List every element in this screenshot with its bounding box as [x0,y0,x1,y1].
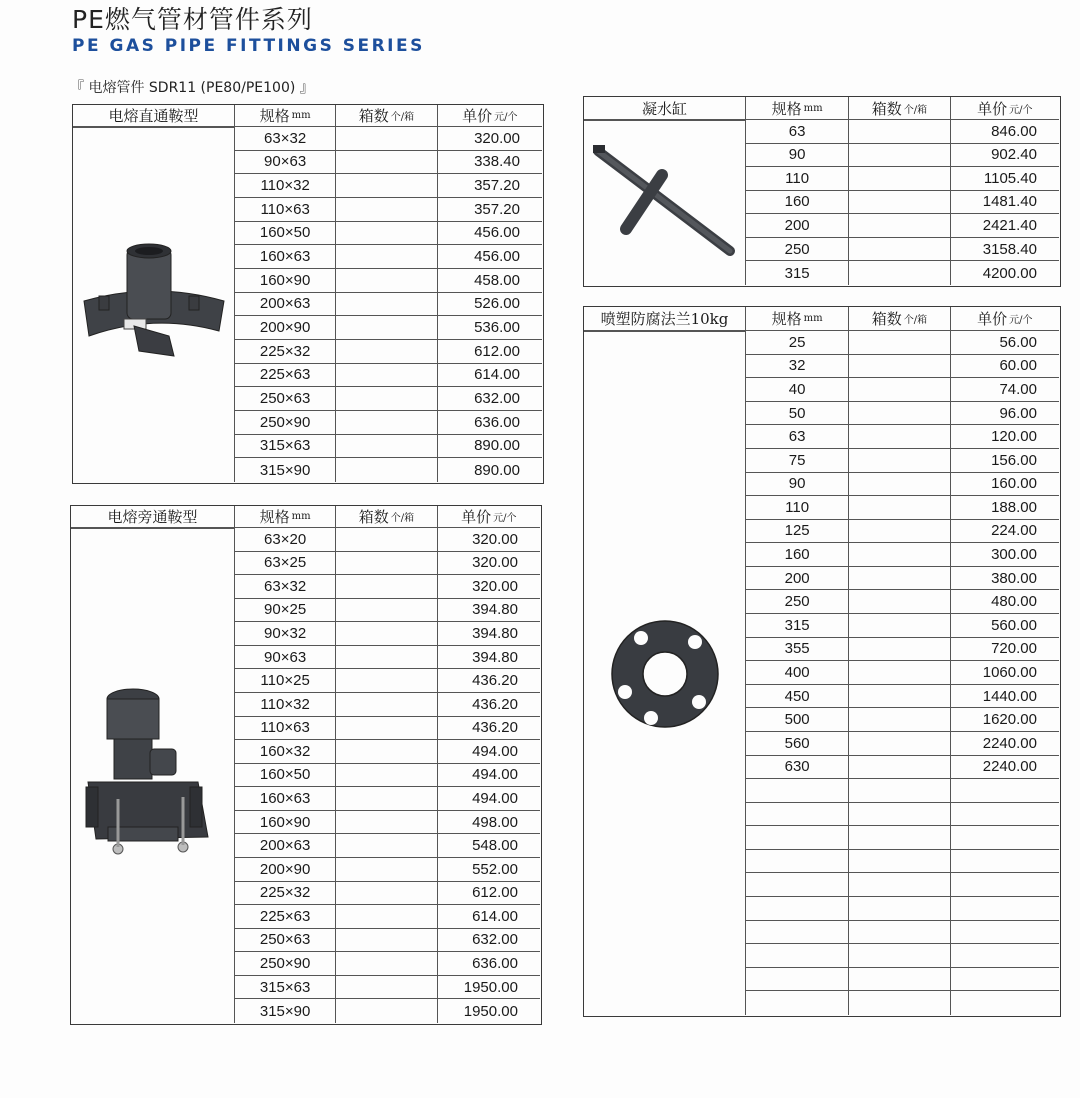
spec-cell: 160×90 [235,811,336,835]
qty-cell [849,661,950,685]
drain-cylinder-icon [590,139,740,269]
spec-cell: 90×32 [235,622,336,646]
qty-unit: 个/箱 [903,104,928,116]
spec-cell: 315 [746,614,849,638]
price-cell [951,991,1059,1015]
qty-cell [336,669,437,693]
price-cell: 436.20 [438,717,540,741]
price-cell: 120.00 [951,425,1059,449]
price-cell [951,897,1059,921]
price-cell: 2240.00 [951,756,1059,780]
price-cell: 380.00 [951,567,1059,591]
spec-cell: 125 [746,520,849,544]
price-cell: 560.00 [951,614,1059,638]
product-photo [584,120,746,285]
price-cell: 480.00 [951,590,1059,614]
price-cell: 436.20 [438,693,540,717]
spec-cell: 90×63 [235,646,336,670]
qty-cell [849,850,950,874]
qty-cell [849,355,950,379]
column-header-price [951,307,1059,331]
price-table [583,96,1061,287]
spec-cell: 315×63 [235,976,336,1000]
qty-cell [849,214,950,238]
spec-cell [746,850,849,874]
price-cell: 552.00 [438,858,540,882]
qty-cell [336,387,437,411]
price-cell [951,968,1059,992]
spec-cell: 110×25 [235,669,336,693]
qty-cell [336,293,437,317]
price-cell: 338.40 [438,151,542,175]
price-cell: 2240.00 [951,732,1059,756]
price-cell: 526.00 [438,293,542,317]
qty-cell [336,435,437,459]
price-cell [951,921,1059,945]
qty-cell [336,952,437,976]
qty-cell [849,638,950,662]
price-cell: 56.00 [951,331,1059,355]
price-cell: 4200.00 [982,264,1037,282]
qty-cell [849,803,950,827]
price-label: 单价 [977,99,1008,118]
spec-cell: 250×63 [235,929,336,953]
qty-label: 箱数 [871,99,902,118]
qty-cell [849,543,950,567]
spec-cell [746,921,849,945]
spec-cell: 315×90 [235,458,336,482]
spec-cell: 315 [746,261,849,285]
price-cell: 394.80 [438,646,540,670]
spec-cell: 32 [746,355,849,379]
price-cell [951,944,1059,968]
spec-cell: 63 [746,425,849,449]
price-cell: 614.00 [438,364,542,388]
spec-label: 规格 [259,107,290,125]
column-header-spec [235,506,336,528]
flange-icon [609,618,721,730]
qty-cell [336,787,437,811]
price-cell: 74.00 [951,378,1059,402]
qty-cell [336,411,437,435]
price-cell: 1440.00 [951,685,1059,709]
price-cell: 890.00 [474,461,520,479]
table-title: 凝水缸 [584,97,746,120]
price-cell [951,826,1059,850]
spec-cell: 110×32 [235,693,336,717]
price-cell: 320.00 [438,575,540,599]
price-cell: 632.00 [438,929,540,953]
qty-unit: 个/箱 [390,112,415,123]
price-label: 单价 [461,508,492,526]
saddle-tee-icon [79,241,229,371]
spec-cell: 250×90 [235,411,336,435]
spec-cell: 63×32 [235,127,336,151]
qty-cell [336,717,437,741]
qty-cell [336,693,437,717]
price-cell: 456.00 [438,245,542,269]
qty-label: 箱数 [358,508,389,526]
qty-cell [849,449,950,473]
qty-cell [336,222,437,246]
product-photo [73,127,235,482]
qty-cell [336,198,437,222]
spec-label: 规格 [771,99,802,118]
spec-cell [746,803,849,827]
price-cell: 614.00 [438,905,540,929]
spec-unit: mm [803,313,823,324]
price-cell: 1620.00 [951,708,1059,732]
price-cell: 636.00 [438,411,542,435]
table-title: 喷塑防腐法兰10kg [584,307,746,331]
spec-cell: 90 [746,473,849,497]
qty-cell [849,496,950,520]
qty-cell [849,402,950,426]
qty-cell [336,834,437,858]
price-cell [951,850,1059,874]
spec-unit: mm [291,511,311,522]
price-cell: 394.80 [438,622,540,646]
price-cell: 3158.40 [951,238,1059,262]
price-unit: 元/个 [1009,104,1033,116]
spec-cell: 315×63 [235,435,336,459]
price-cell: 612.00 [438,882,540,906]
spec-cell: 250 [746,238,849,262]
price-unit: 元/个 [1009,315,1033,326]
qty-cell [336,245,437,269]
spec-unit: mm [803,102,823,114]
spec-cell: 225×63 [235,905,336,929]
price-cell: 2421.40 [951,214,1059,238]
qty-cell [849,331,950,355]
spec-cell: 355 [746,638,849,662]
spec-cell [746,968,849,992]
spec-cell: 200×90 [235,858,336,882]
spec-cell: 40 [746,378,849,402]
qty-cell [336,458,437,482]
qty-label: 箱数 [358,107,389,125]
column-header-spec [235,105,336,127]
spec-cell: 200×90 [235,316,336,340]
product-photo [584,331,746,1015]
spec-cell: 630 [746,756,849,780]
spec-cell: 225×63 [235,364,336,388]
spec-cell: 250×63 [235,387,336,411]
price-unit: 元/个 [494,112,518,123]
spec-cell: 90×25 [235,599,336,623]
column-header-price [438,105,542,127]
qty-cell [849,991,950,1015]
qty-cell [336,858,437,882]
qty-cell [849,944,950,968]
qty-cell [849,120,950,144]
qty-cell [849,921,950,945]
spec-cell: 200 [746,567,849,591]
price-cell: 320.00 [438,552,540,576]
price-cell: 1105.40 [951,167,1059,191]
spec-cell: 63×20 [235,528,336,552]
price-label: 单价 [977,310,1008,328]
qty-cell [849,520,950,544]
column-header-price [951,97,1059,120]
qty-unit: 个/箱 [390,513,415,524]
table-title: 电熔直通鞍型 [73,105,235,127]
qty-cell [336,340,437,364]
qty-cell [336,127,437,151]
spec-cell: 90 [746,144,849,168]
price-cell: 636.00 [438,952,540,976]
qty-cell [849,167,950,191]
spec-cell: 200 [746,214,849,238]
qty-cell [336,905,437,929]
qty-cell [849,873,950,897]
price-cell: 494.00 [438,740,540,764]
price-cell: 494.00 [438,787,540,811]
qty-cell [336,151,437,175]
price-table [583,306,1061,1017]
qty-cell [849,473,950,497]
spec-cell: 110×63 [235,717,336,741]
spec-cell: 63×32 [235,575,336,599]
qty-cell [849,567,950,591]
spec-cell: 160×63 [235,787,336,811]
spec-cell [746,826,849,850]
spec-cell: 110 [746,167,849,191]
price-table [72,104,544,484]
price-cell: 357.20 [438,198,542,222]
price-cell: 1950.00 [438,976,540,1000]
spec-cell: 500 [746,708,849,732]
price-cell [951,873,1059,897]
qty-cell [336,646,437,670]
qty-cell [336,528,437,552]
table-title: 电熔旁通鞍型 [71,506,235,528]
product-photo [71,528,235,1023]
qty-cell [336,575,437,599]
spec-cell: 225×32 [235,882,336,906]
qty-cell [336,999,437,1023]
qty-cell [336,622,437,646]
spec-cell [746,991,849,1015]
price-cell: 96.00 [951,402,1059,426]
price-cell: 436.20 [438,669,540,693]
spec-cell [746,944,849,968]
spec-unit: mm [291,110,311,121]
qty-cell [336,599,437,623]
price-cell: 1950.00 [463,1002,518,1020]
price-cell: 320.00 [438,127,542,151]
spec-cell: 450 [746,685,849,709]
qty-cell [336,364,437,388]
qty-cell [336,316,437,340]
qty-cell [849,685,950,709]
qty-cell [849,238,950,262]
qty-cell [849,732,950,756]
price-cell [951,779,1059,803]
spec-cell: 160×63 [235,245,336,269]
qty-cell [849,191,950,215]
price-cell: 160.00 [951,473,1059,497]
spec-cell: 63×25 [235,552,336,576]
price-cell: 548.00 [438,834,540,858]
spec-cell: 200×63 [235,293,336,317]
spec-cell: 250×90 [235,952,336,976]
spec-cell: 200×63 [235,834,336,858]
price-cell: 536.00 [438,316,542,340]
qty-cell [849,897,950,921]
qty-cell [849,261,950,285]
qty-cell [849,425,950,449]
price-cell: 156.00 [951,449,1059,473]
spec-cell: 315×90 [235,999,336,1023]
spec-cell: 160×50 [235,764,336,788]
spec-label: 规格 [771,310,802,328]
spec-cell: 75 [746,449,849,473]
price-cell: 320.00 [438,528,540,552]
spec-cell: 225×32 [235,340,336,364]
price-unit: 元/个 [493,513,517,524]
qty-cell [336,929,437,953]
qty-cell [849,708,950,732]
price-cell [951,803,1059,827]
spec-cell [746,779,849,803]
column-header-spec [746,307,849,331]
price-label: 单价 [462,107,493,125]
price-cell: 357.20 [438,174,542,198]
price-cell: 394.80 [438,599,540,623]
qty-cell [849,614,950,638]
price-cell: 494.00 [438,764,540,788]
section-subtitle: 『 电熔管件 SDR11 (PE80/PE100) 』 [70,80,314,96]
column-header-qty [849,97,950,120]
spec-cell: 110×32 [235,174,336,198]
qty-cell [849,756,950,780]
spec-cell: 50 [746,402,849,426]
qty-cell [336,764,437,788]
spec-cell: 250 [746,590,849,614]
price-cell: 890.00 [438,435,542,459]
qty-cell [336,740,437,764]
price-cell: 902.40 [951,144,1059,168]
price-cell: 498.00 [438,811,540,835]
qty-cell [849,826,950,850]
price-cell: 632.00 [438,387,542,411]
column-header-qty [849,307,950,331]
qty-cell [849,779,950,803]
price-table [70,505,542,1025]
spec-cell: 160×50 [235,222,336,246]
price-cell: 300.00 [951,543,1059,567]
spec-cell: 560 [746,732,849,756]
column-header-spec [746,97,849,120]
qty-cell [849,968,950,992]
spec-cell: 63 [746,120,849,144]
column-header-price [438,506,540,528]
price-cell: 60.00 [951,355,1059,379]
spec-cell: 160 [746,543,849,567]
price-cell: 1060.00 [951,661,1059,685]
qty-cell [336,976,437,1000]
price-cell: 720.00 [951,638,1059,662]
qty-cell [336,174,437,198]
qty-cell [849,144,950,168]
qty-cell [849,378,950,402]
spec-cell [746,897,849,921]
qty-label: 箱数 [871,310,902,328]
column-header-qty [336,506,437,528]
spec-cell: 110×63 [235,198,336,222]
branch-saddle-icon [78,687,228,867]
price-cell: 456.00 [438,222,542,246]
qty-cell [849,590,950,614]
spec-cell: 400 [746,661,849,685]
qty-cell [336,552,437,576]
page-title-english: PE GAS PIPE FITTINGS SERIES [72,36,425,56]
spec-cell: 90×63 [235,151,336,175]
qty-cell [336,811,437,835]
price-cell: 1481.40 [951,191,1059,215]
spec-cell: 25 [746,331,849,355]
price-cell: 458.00 [438,269,542,293]
page-title: PE燃气管材管件系列 [72,5,313,34]
spec-label: 规格 [259,508,290,526]
price-cell: 188.00 [951,496,1059,520]
spec-cell: 160×32 [235,740,336,764]
price-cell: 224.00 [951,520,1059,544]
column-header-qty [336,105,437,127]
qty-cell [336,269,437,293]
spec-cell [746,873,849,897]
spec-cell: 110 [746,496,849,520]
qty-unit: 个/箱 [903,315,928,326]
price-cell: 612.00 [438,340,542,364]
qty-cell [336,882,437,906]
spec-cell: 160 [746,191,849,215]
spec-cell: 160×90 [235,269,336,293]
price-cell: 846.00 [951,120,1059,144]
